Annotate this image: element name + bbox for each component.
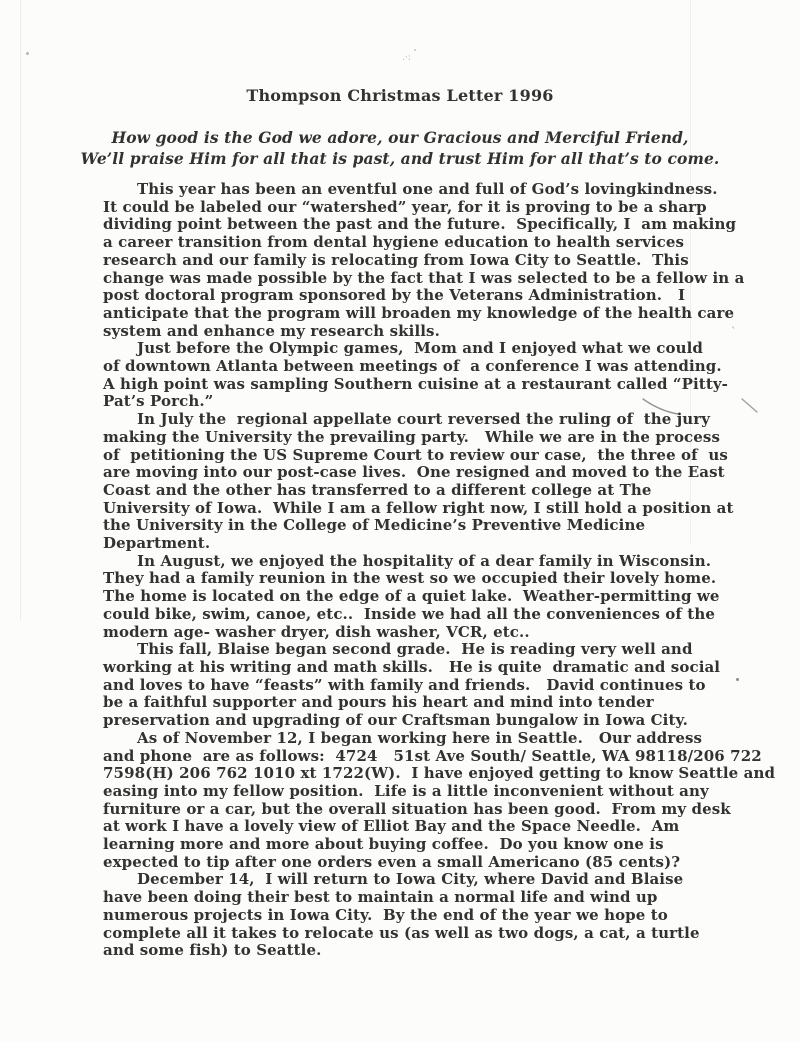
letter-paragraph: [103, 410, 734, 553]
letter-line: research and our family is relocating from Iowa City to Seattle. This: [103, 250, 689, 269]
letter-line: post doctoral program sponsored by the Veterans Administration. I: [103, 286, 686, 305]
letter-line: Department.: [103, 534, 211, 553]
letter-line: expected to tip after one orders even a small Americano (85 cents)?: [103, 852, 681, 871]
letter-line: As of November 12, I began working here in Seattle. Our address: [137, 728, 703, 747]
letter-line: The home is located on the edge of a quiet lake. Weather-permitting we: [103, 587, 720, 606]
scan-smudge: .·:: [402, 53, 411, 63]
letter-line: complete all it takes to relocate us (as well as two dogs, a cat, a turtle: [103, 923, 700, 942]
letter-line: dividing point between the past and the future. Specifically, I am making: [103, 215, 737, 234]
letter-line: Pat’s Porch.”: [103, 392, 214, 411]
letter-epigraph: [0, 127, 800, 169]
letter-paragraph: [103, 339, 729, 411]
letter-paragraph: [103, 641, 723, 730]
scan-speck: [414, 49, 416, 51]
letter-line: change was made possible by the fact that I was selected to be a fellow in a: [103, 268, 745, 287]
letter-line: In August, we enjoyed the hospitality of a dear family in Wisconsin.: [137, 551, 712, 570]
letter-line: be a faithful supporter and pours his heart and mind into tender: [103, 693, 654, 712]
letter-line: Coast and the other has transferred to a different college at The: [103, 480, 652, 499]
letter-line: and some fish) to Seattle.: [103, 941, 322, 960]
letter-line: have been doing their best to maintain a normal life and wind up: [103, 888, 658, 907]
letter-line: preservation and upgrading of our Craftsman bungalow in Iowa City.: [103, 711, 688, 730]
letter-line: at work I have a lovely view of Elliot Bay and the Space Needle. Am: [103, 817, 680, 836]
letter-line: could bike, swim, canoe, etc.. Inside we had all the conveniences of the: [103, 604, 715, 623]
letter-line: December 14, I will return to Iowa City, where David and Blaise: [137, 870, 684, 889]
letter-title: Thompson Christmas Letter 1996: [246, 86, 554, 105]
letter-paragraph: [103, 553, 723, 642]
letter-line: easing into my fellow position. Life is a little inconvenient without any: [103, 781, 709, 800]
scan-speck: [736, 678, 739, 681]
letter-line: This fall, Blaise began second grade. He is reading very well and: [137, 640, 693, 659]
letter-line: They had a family reunion in the west so we occupied their lovely home.: [103, 569, 717, 588]
letter-line: It could be labeled our “watershed” year, for it is proving to be a sharp: [103, 197, 707, 216]
letter-line: furniture or a car, but the overall situation has been good. From my desk: [103, 799, 731, 818]
letter-line: the University in the College of Medicine’s Preventive Medicine: [103, 516, 646, 535]
letter-paragraph: [103, 180, 745, 340]
letter-line: This year has been an eventful one and full of God’s lovingkindness.: [137, 180, 718, 198]
letter-line: In July the regional appellate court reversed the ruling of the jury: [137, 410, 711, 429]
letter-line: of downtown Atlanta between meetings of a conference I was attending.: [103, 357, 722, 376]
letter-line: system and enhance my research skills.: [103, 321, 440, 340]
letter-line: Just before the Olympic games, Mom and I enjoyed what we could: [137, 339, 704, 358]
letter-line: making the University the prevailing party. While we are in the process: [103, 427, 721, 446]
letter-line: numerous projects in Iowa City. By the end of the year we hope to: [103, 905, 668, 924]
scan-speck: [26, 52, 29, 55]
letter-paragraph: [103, 871, 723, 960]
letter-line: anticipate that the program will broaden my knowledge of the health care: [103, 303, 735, 322]
letter-line: and phone are as follows: 4724 51st Ave South/ Seattle, WA 98118/206 722: [103, 746, 762, 765]
letter-line: and loves to have “feasts” with family and friends. David continues to: [103, 675, 706, 694]
letter-line: learning more and more about buying coffee. Do you know one is: [103, 835, 664, 854]
letter-line: University of Iowa. While I am a fellow right now, I still hold a position at: [103, 498, 734, 517]
pen-mark-small: ˎ: [731, 316, 737, 329]
letter-line: 7598(H) 206 762 1010 xt 1722(W). I have enjoyed getting to know Seattle and: [103, 764, 776, 783]
letter-line: modern age- washer dryer, dish washer, VCR, etc..: [103, 622, 530, 641]
epigraph-line: How good is the God we adore, our Gracious and Merciful Friend,: [111, 128, 689, 147]
letter-line: a career transition from dental hygiene education to health services: [103, 233, 685, 252]
letter-line: working at his writing and math skills. He is quite dramatic and social: [103, 657, 721, 676]
letter-line: of petitioning the US Supreme Court to review our case, the three of us: [103, 445, 728, 464]
letter-line: A high point was sampling Southern cuisine at a restaurant called “Pitty-: [103, 374, 729, 393]
letter-paragraph: [103, 728, 776, 872]
epigraph-line: We’ll praise Him for all that is past, and trust Him for all that’s to come.: [80, 149, 720, 168]
letter-body: [103, 180, 776, 960]
letter-line: are moving into our post-case lives. One resigned and moved to the East: [103, 463, 725, 482]
